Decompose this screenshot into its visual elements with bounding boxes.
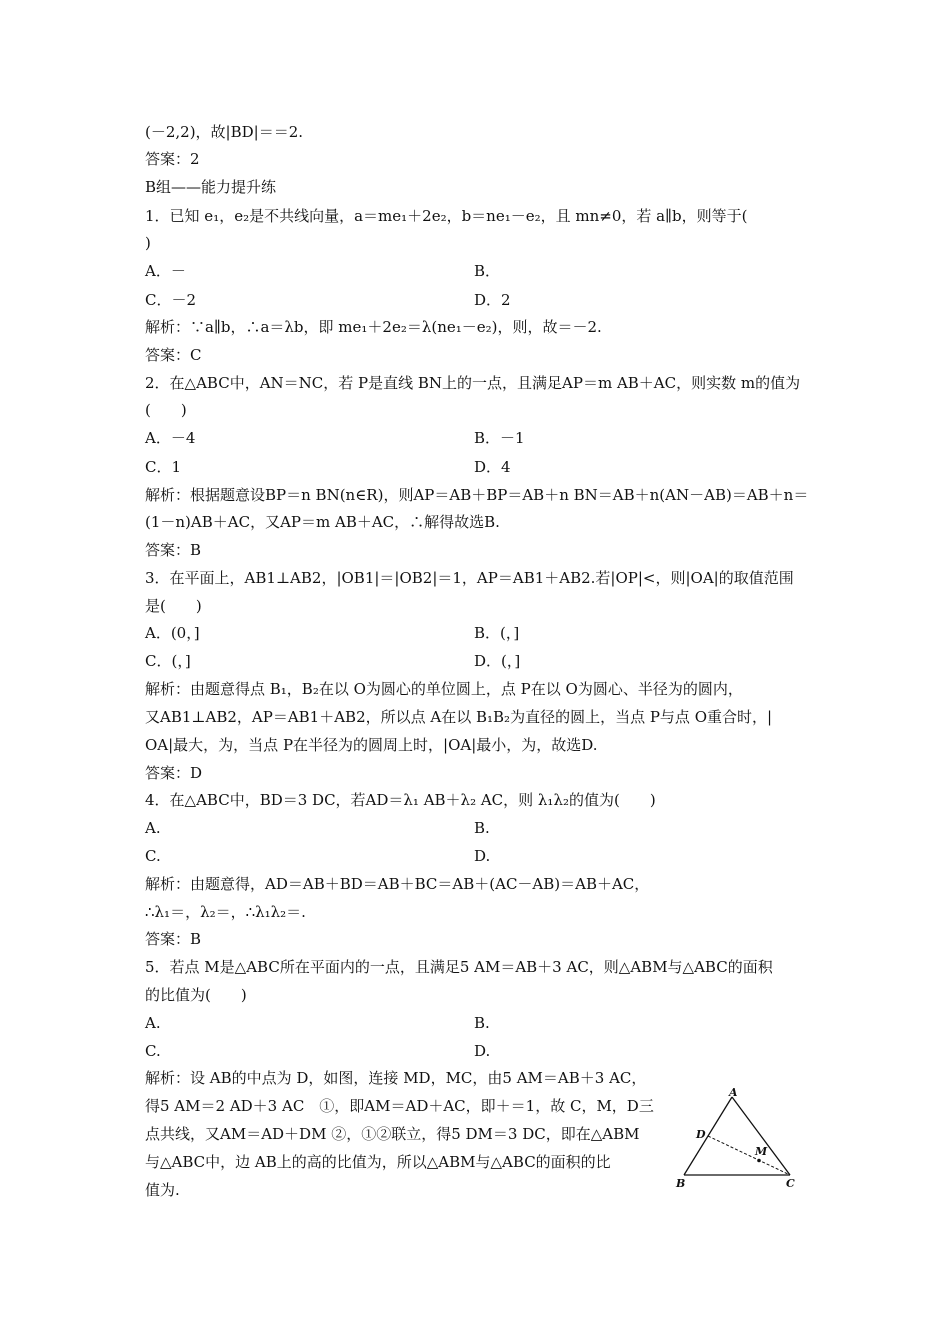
solution-line: 解析：由题意得点 B₁，B₂在以 O为圆心的单位圆上，点 P在以 O为圆心、半径为的圆内， bbox=[145, 680, 743, 698]
answer-line: 答案：B bbox=[145, 930, 202, 948]
question-2-cont: ( ) bbox=[145, 401, 187, 419]
solution-line: (1－n)AB＋AC，又AP＝m AB＋AC，∴解得故选B. bbox=[145, 513, 500, 531]
option-b: B. bbox=[474, 819, 490, 837]
label-m: M bbox=[755, 1145, 768, 1158]
question-4: 4．在△ABC中，BD＝3 DC，若AD＝λ₁ AB＋λ₂ AC，则 λ₁λ₂的值为( ) bbox=[145, 791, 656, 809]
option-c: C．－2 bbox=[145, 291, 197, 309]
question-1-cont: ) bbox=[145, 234, 151, 252]
option-d: D. bbox=[474, 1042, 491, 1060]
option-a: A. bbox=[145, 1014, 161, 1032]
question-5-cont: 的比值为( ) bbox=[145, 986, 247, 1004]
option-d: D. bbox=[474, 847, 491, 865]
solution-line: OA|最大，为，当点 P在半径为的圆周上时，|OA|最小，为，故选D. bbox=[145, 736, 598, 754]
label-c: C bbox=[786, 1177, 795, 1190]
option-a: A．－ bbox=[145, 262, 186, 280]
solution-line: 解析：由题意得，AD＝AB＋BD＝AB＋BC＝AB＋(AC－AB)＝AB＋AC， bbox=[145, 875, 650, 893]
label-b: B bbox=[676, 1177, 686, 1190]
text-line: (－2,2)，故|BD|＝＝2. bbox=[145, 123, 304, 141]
option-c: C．1 bbox=[145, 458, 182, 476]
solution-line: 解析：根据题意设BP＝n BN(n∈R)，则AP＝AB＋BP＝AB＋n BN＝AB＋n(AN－AB)＝AB＋n＝ bbox=[145, 486, 809, 504]
solution-line: 又AB1⊥AB2，AP＝AB1＋AB2，所以点 A在以 B₁B₂为直径的圆上，当点 P与点 O重合时，| bbox=[145, 708, 773, 726]
question-1: 1．已知 e₁，e₂是不共线向量，a＝me₁＋2e₂，b＝ne₁－e₂，且 mn≠0，若 a∥b，则等于( bbox=[145, 207, 748, 225]
answer-line: 答案：C bbox=[145, 346, 202, 364]
solution-line: 解析：设 AB的中点为 D，如图，连接 MD，MC，由5 AM＝AB＋3 AC， bbox=[145, 1069, 647, 1087]
section-heading: B组——能力提升练 bbox=[145, 178, 277, 196]
triangle-figure bbox=[672, 1086, 812, 1194]
point-m bbox=[757, 1159, 761, 1163]
solution-line: 解析：∵a∥b，∴a＝λb，即 me₁＋2e₂＝λ(ne₁－e₂)，则，故＝－2. bbox=[145, 318, 602, 336]
answer-line: 答案：B bbox=[145, 541, 202, 559]
solution-line: 与△ABC中，边 AB上的高的比值为，所以△ABM与△ABC的面积的比 bbox=[145, 1153, 611, 1171]
question-5: 5．若点 M是△ABC所在平面内的一点，且满足5 AM＝AB＋3 AC，则△ABM与△ABC的面积 bbox=[145, 958, 773, 976]
option-b: B. bbox=[474, 1014, 490, 1032]
option-d: D．4 bbox=[474, 458, 511, 476]
option-c: C. bbox=[145, 1042, 161, 1060]
option-b: B．(，] bbox=[474, 624, 520, 642]
option-a: A．(0，] bbox=[145, 624, 200, 642]
solution-line: 点共线，又AM＝AD＋DM ②，①②联立，得5 DM＝3 DC，即在△ABM bbox=[145, 1125, 640, 1143]
option-c: C．(，] bbox=[145, 652, 191, 670]
option-b: B． bbox=[474, 262, 501, 280]
option-d: D．(，] bbox=[474, 652, 521, 670]
option-d: D．2 bbox=[474, 291, 511, 309]
solution-line: ∴λ₁＝，λ₂＝，∴λ₁λ₂＝. bbox=[145, 903, 306, 921]
answer-line: 答案：D bbox=[145, 764, 203, 782]
segment-dc bbox=[708, 1136, 790, 1175]
solution-line: 值为. bbox=[145, 1181, 180, 1199]
question-2: 2．在△ABC中，AN＝NC，若 P是直线 BN上的一点，且满足AP＝m AB＋AC，则实数 m的值为 bbox=[145, 374, 801, 392]
label-d: D bbox=[696, 1128, 706, 1141]
option-a: A．－4 bbox=[145, 429, 196, 447]
answer-line: 答案：2 bbox=[145, 150, 200, 168]
question-3: 3．在平面上，AB1⊥AB2，|OB1|＝|OB2|＝1，AP＝AB1＋AB2.若|OP|<，则|OA|的取值范围 bbox=[145, 569, 794, 587]
question-3-cont: 是( ) bbox=[145, 597, 202, 615]
option-c: C. bbox=[145, 847, 161, 865]
label-a: A bbox=[729, 1086, 738, 1099]
edge-ac bbox=[732, 1097, 790, 1175]
option-b: B．－1 bbox=[474, 429, 525, 447]
solution-line: 得5 AM＝2 AD＋3 AC ①，即AM＝AD＋AC，即＋＝1，故 C，M，D三 bbox=[145, 1097, 654, 1115]
option-a: A. bbox=[145, 819, 161, 837]
